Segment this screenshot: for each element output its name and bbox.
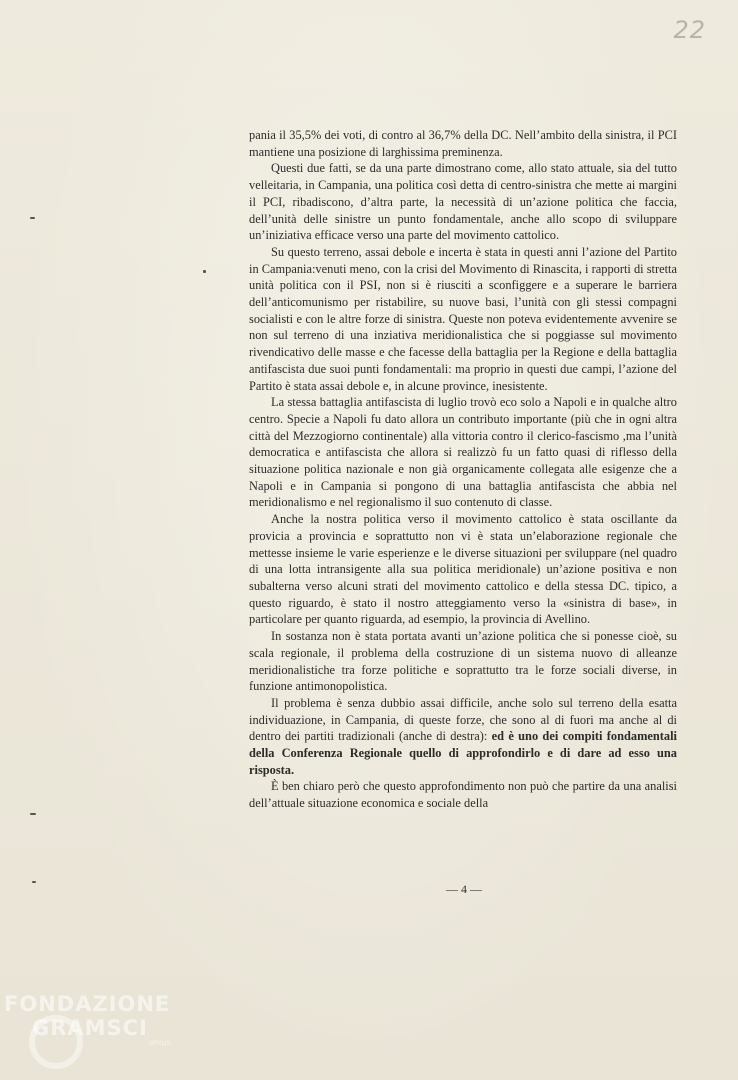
scan-speck xyxy=(30,217,35,219)
scan-speck xyxy=(203,270,206,273)
watermark-suffix: onlus xyxy=(149,1038,171,1047)
paragraph-7 xyxy=(249,695,677,779)
paragraph-1: pania il 35,5% dei voti, di contro al 36,7% della DC. Nell’ambito della sinistra, il PCI mantiene una posizione di larghissima preminenza. xyxy=(249,128,677,159)
body-text xyxy=(249,127,677,812)
page-number: — 4 — xyxy=(446,882,482,896)
watermark-line1: FONDAZIONE xyxy=(4,992,171,1016)
paragraph-7-bold: ed è uno dei compiti fondamentali della Conferenza Regionale quello di approfondirlo e di dare ad esso una risposta. xyxy=(249,729,677,777)
paragraph-4: La stessa battaglia antifascista di luglio trovò eco solo a Napoli e in qualche altro centro. Specie a Napoli fu dato allora un contributo importante (più che in ogni altra città del Mezzogiorno continentale) alla vittoria contro il clerico-fascismo ,ma l’unità democratica e antifascista che allora si realizzò fu un fatto quasi di riflesso della situazione politica nazionale e non già organicamente collegata alle esigenze che a Napoli e in Campania si pongono di una battaglia antifascista che abbia nel meridionalismo e nel regionalismo il suo contenuto di classe. xyxy=(249,395,677,510)
paragraph-6: In sostanza non è stata portata avanti un’azione politica che si ponesse cioè, su scala regionale, il problema della costruzione di un sistema nuovo di alleanze meridionalistiche tra forze politiche e soprattutto tra le forze sociali diverse, in funzione antimonopolistica. xyxy=(249,629,677,694)
paragraph-5: Anche la nostra politica verso il movimento cattolico è stata oscillante da provicia a provincia e soprattutto non vi è stata un’elaborazione regionale che mettesse insieme le varie esperienze e le diverse situazioni per sviluppare (nel quadro di una lotta intransigente alla sua politica meridionale) un’azione positiva e non subalterna verso alcuni strati del movimento cattolico e della stessa DC. tipico, a questo riguardo, è stato il nostro atteggiamento verso la «sinistra di base», in particolare per quanto riguarda, ad esempio, la provincia di Avellino. xyxy=(249,512,677,627)
scan-speck xyxy=(30,813,36,815)
paragraph-8: È ben chiaro però che questo approfondimento non può che partire da una analisi dell’attuale situazione economica e sociale della xyxy=(249,779,677,811)
fondazione-gramsci-watermark xyxy=(4,992,194,1062)
archive-page-number: 22 xyxy=(673,16,706,44)
scan-speck xyxy=(32,881,36,883)
paragraph-3: Su questo terreno, assai debole e incerta è stata in questi anni l’azione del Partito in Campania:venuti meno, con la crisi del Movimento di Rinascita, i rapporti di stretta unità politica con il PSI, non si è riusciti a sconfiggere e a superare le barriera dell’anticomunismo per ristabilire, su nuove basi, l’unità con gli stessi compagni socialisti e con le altre forze di sinistra. Queste non poteva evidentemente avvenire se non sul terreno di una inziativa meridionalistica che si poggiasse sul movimento rivendicativo delle masse e che facesse della battaglia per la Regione e della battaglia antifascista due suoi punti fondamentali: ma proprio in questi due campi, l’azione del Partito è stata assai debole e, in alcune province, inesistente. xyxy=(249,244,677,393)
paragraph-2: Questi due fatti, se da una parte dimostrano come, allo stato attuale, sia del tutto velleitaria, in Campania, una politica così detta di centro-sinistra che mette ai margini il PCI, ribadiscono, d’altra parte, la necessità di un’azione politica che faccia, dell’unità delle sinistre un punto fondamentale, anche allo scopo di sviluppare un’iniziativa efficace verso una parte del movimento cattolico. xyxy=(249,161,677,243)
paragraph-7-regular: Il problema è senza dubbio assai difficile, anche solo sul terreno della esatta individuazione, in Campania, di queste forze, che sono al di fuori ma anche al di dentro dei partiti tradizionali (anche di destra): xyxy=(249,695,677,744)
watermark-line2: GRAMSCI xyxy=(32,1016,148,1040)
